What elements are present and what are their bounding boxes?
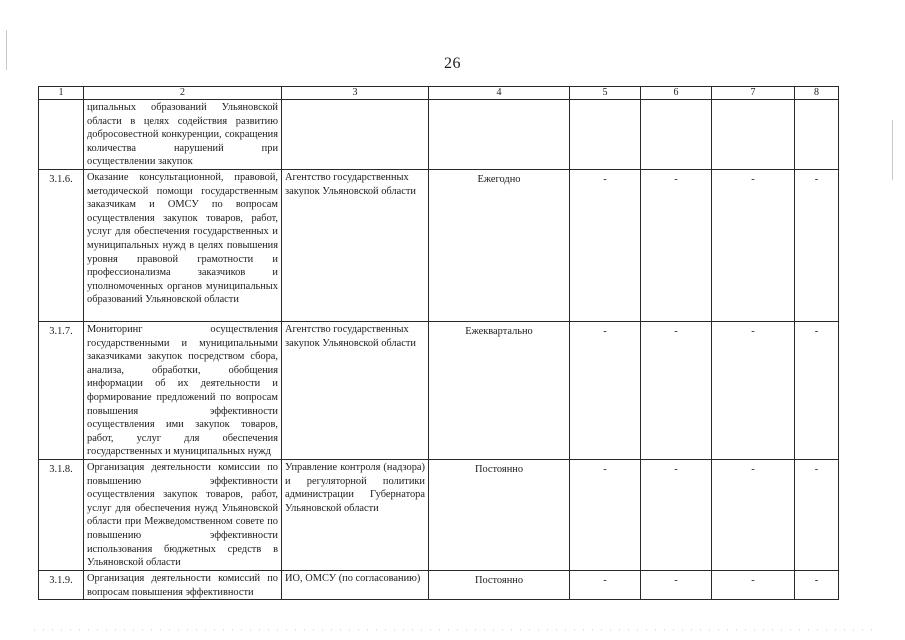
cell-col8: - xyxy=(795,459,839,570)
item-period: Ежегодно xyxy=(429,169,570,321)
header-cell: 1 xyxy=(39,87,84,100)
item-executor: ИО, ОМСУ (по согласованию) xyxy=(282,570,429,599)
cell-col7: - xyxy=(712,321,795,459)
cell-col8: - xyxy=(795,321,839,459)
item-number: 3.1.7. xyxy=(39,321,84,459)
item-period: Постоянно xyxy=(429,459,570,570)
header-cell: 4 xyxy=(429,87,570,100)
cell-col7: - xyxy=(712,169,795,321)
item-period: Постоянно xyxy=(429,570,570,599)
item-description: Мониторинг осуществления государственными и муниципальными заказчиками закупок посредством сбора, анализа, обработки, обобщения информации об их деятельности и формирование предложений по вопросам повышения эффективности осуществления ими закупок товаров, работ, услуг для обеспечения государственных и муниципальных нужд xyxy=(84,321,282,459)
cell-col5: - xyxy=(570,570,641,599)
item-description: Организация деятельности комиссии по повышению эффективности осуществления закупок товаров, работ, услуг для обеспечения нужд Ульяновской области при Межведомственном совете по повышению эффективности использования бюджетных средств в Ульяновской области xyxy=(84,459,282,570)
item-executor xyxy=(282,100,429,170)
item-description: Оказание консультационной, правовой, методической помощи государственным заказчикам и ОМСУ по вопросам осуществления закупок товаров, работ, услуг для обеспечения государственных и муниципальных нужд в целях повышения уровня правовой грамотности и профессионализма заказчиков и уполномоченных органов муниципальных образований Ульяновской области xyxy=(84,169,282,321)
item-executor: Агентство государственных закупок Ульяновской области xyxy=(282,169,429,321)
cell-col6: - xyxy=(641,459,712,570)
cell-col7 xyxy=(712,100,795,170)
header-cell: 7 xyxy=(712,87,795,100)
header-cell: 6 xyxy=(641,87,712,100)
cell-col7: - xyxy=(712,459,795,570)
item-number xyxy=(39,100,84,170)
item-executor: Агентство государственных закупок Ульяновской области xyxy=(282,321,429,459)
item-period: Ежеквартально xyxy=(429,321,570,459)
cell-col6: - xyxy=(641,570,712,599)
item-period xyxy=(429,100,570,170)
item-number: 3.1.6. xyxy=(39,169,84,321)
table-row xyxy=(39,321,839,459)
header-cell: 5 xyxy=(570,87,641,100)
header-cell: 3 xyxy=(282,87,429,100)
item-description: ципальных образований Ульяновской области в целях содействия развитию добросовестной конкуренции, сокращения количества нарушений при осуществлении закупок xyxy=(84,100,282,170)
cell-col6: - xyxy=(641,169,712,321)
scan-artifact-strip xyxy=(30,628,875,632)
item-description: Организация деятельности комиссий по вопросам повышения эффективности xyxy=(84,570,282,599)
table-row xyxy=(39,570,839,599)
page-number: 26 xyxy=(444,55,461,72)
cell-col5: - xyxy=(570,459,641,570)
cell-col8: - xyxy=(795,570,839,599)
table-header-row xyxy=(39,87,839,100)
item-executor: Управление контроля (надзора) и регуляторной политики администрации Губернатора Ульяновской области xyxy=(282,459,429,570)
item-number: 3.1.9. xyxy=(39,570,84,599)
table-row xyxy=(39,459,839,570)
cell-col5 xyxy=(570,100,641,170)
cell-col6: - xyxy=(641,321,712,459)
cell-col8: - xyxy=(795,169,839,321)
cell-col7: - xyxy=(712,570,795,599)
item-number: 3.1.8. xyxy=(39,459,84,570)
plan-table xyxy=(38,86,839,600)
cell-col8 xyxy=(795,100,839,170)
scan-margin-mark xyxy=(892,120,893,180)
cell-col5: - xyxy=(570,321,641,459)
header-cell: 8 xyxy=(795,87,839,100)
cell-col5: - xyxy=(570,169,641,321)
scan-margin-mark xyxy=(6,30,7,70)
header-cell: 2 xyxy=(84,87,282,100)
table-row xyxy=(39,169,839,321)
cell-col6 xyxy=(641,100,712,170)
table-row xyxy=(39,100,839,170)
